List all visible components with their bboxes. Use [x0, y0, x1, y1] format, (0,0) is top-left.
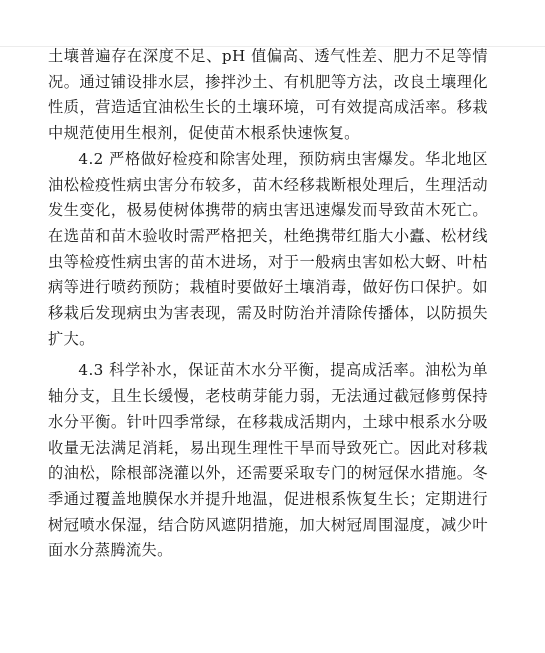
paragraph-soil-improvement: 土壤普遍存在深度不足、pH 值偏高、透气性差、肥力不足等情况。通过铺设排水层，掺拌沙土、有机肥等方法，改良土壤理化性质，营造适宜油松生长的土壤环境，可有效提高成活率。移栽中规范使用生根剂，促使苗木根系快速恢复。 — [48, 47, 488, 143]
paragraph-section-4-3: 4.3 科学补水，保证苗木水分平衡，提高成活率。油松为单轴分支，且生长缓慢，老枝萌芽能力弱，无法通过截冠修剪保持水分平衡。针叶四季常绿，在移栽成活期内，土球中根系水分吸收量无法满足消耗，易出现生理性干旱而导致死亡。因此对移栽的油松，除根部浇灌以外，还需要采取专门的树冠保水措施。冬季通过覆盖地膜保水并提升地温，促进根系恢复生长；定期进行树冠喷水保湿，结合防风遮阴措施，加大树冠周围湿度，减少叶面水分蒸腾流失。 — [48, 361, 488, 560]
document-body — [48, 44, 488, 564]
paragraph-section-4-2: 4.2 严格做好检疫和除害处理，预防病虫害爆发。华北地区油松检疫性病虫害分布较多，苗木经移栽断根处理后，生理活动发生变化，极易使树体携带的病虫害迅速爆发而导致苗木死亡。在选苗和苗木验收时需严格把关，杜绝携带红脂大小蠹、松材线虫等检疫性病虫害的苗木进场，对于一般病虫害如松大蚜、叶枯病等进行喷药预防；栽植时要做好土壤消毒，做好伤口保护。如移栽后发现病虫为害表现，需及时防治并清除传播体，以防损失扩大。 — [48, 149, 488, 348]
